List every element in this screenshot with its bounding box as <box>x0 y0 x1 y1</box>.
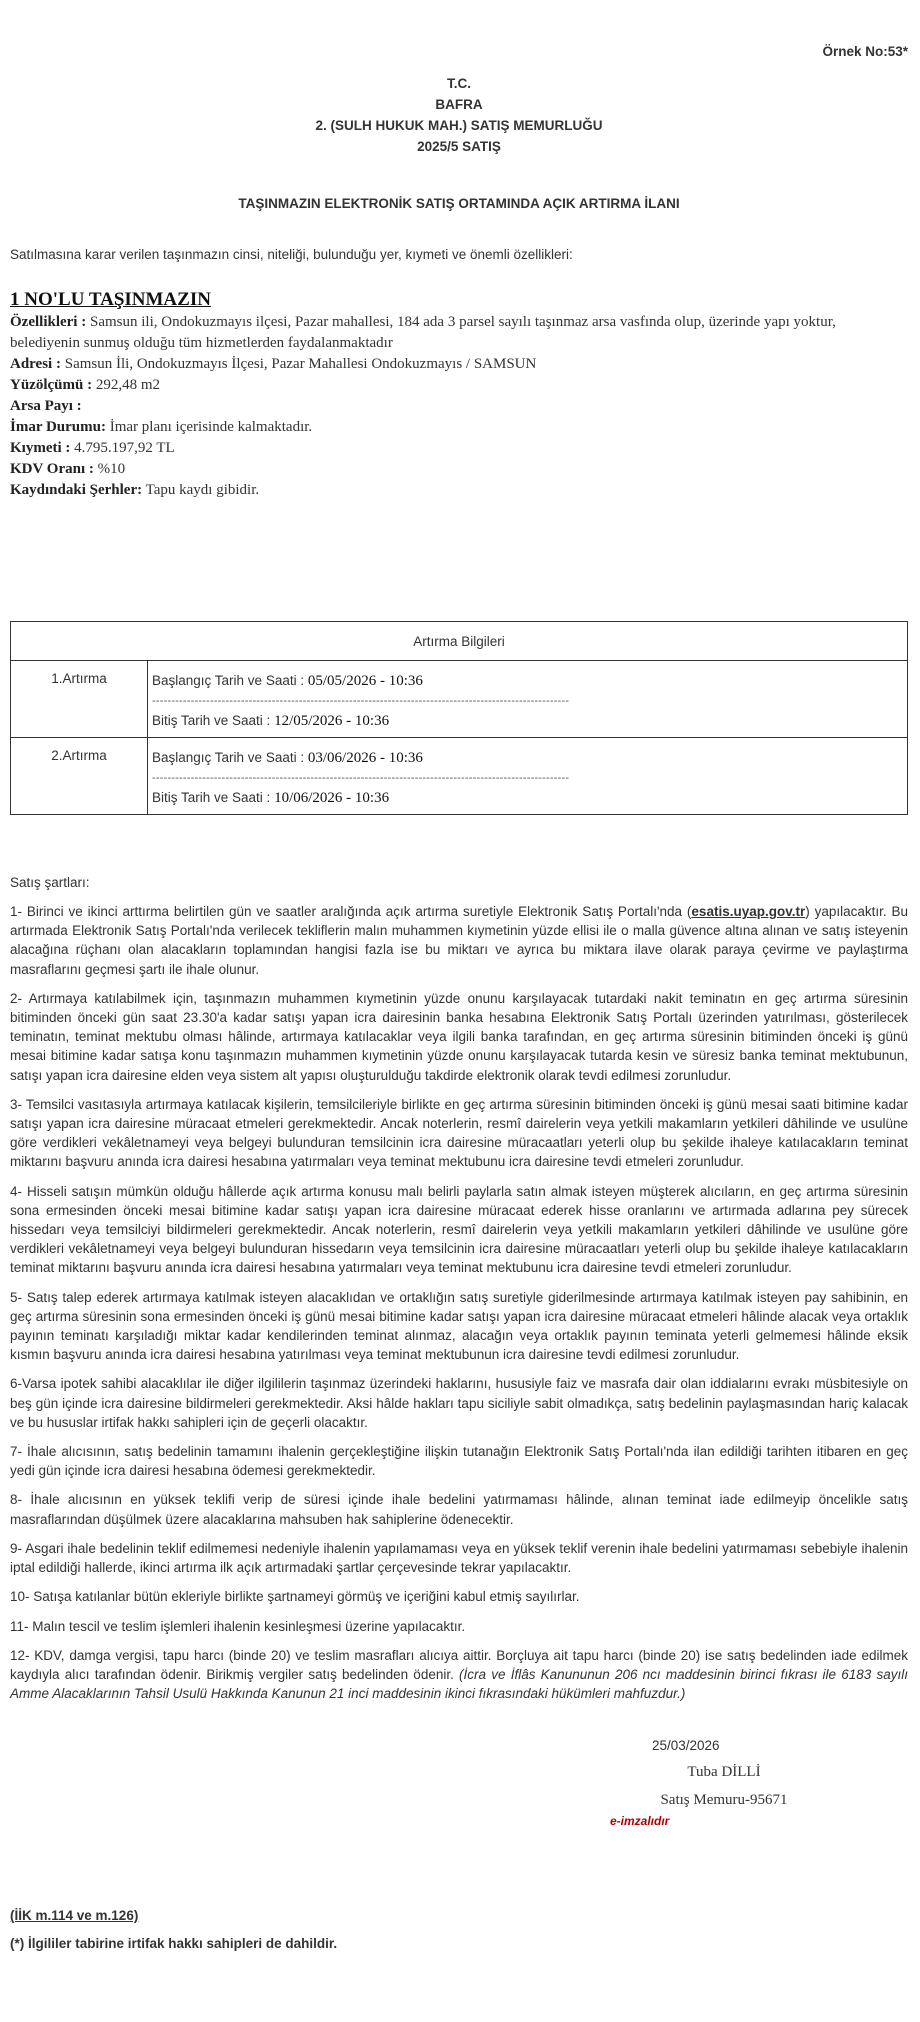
separator-line: ------------------------------------------------------------------------------------------------------------ <box>152 772 570 784</box>
law-reference: (İİK m.114 ve m.126) <box>10 1908 139 1923</box>
signer-name: Tuba DİLLİ <box>687 1764 761 1780</box>
property-zoning: İmar Durumu: İmar planı içerisinde kalmaktadır. <box>10 419 313 435</box>
property-value: Kıymeti : 4.795.197,92 TL <box>10 440 175 456</box>
terms-list <box>10 902 908 1713</box>
header-city: BAFRA <box>435 97 483 112</box>
auction-round-label: 1.Artırma <box>11 661 148 738</box>
term-12: 12- KDV, damga vergisi, tapu harcı (binde 20) ve teslim masrafları alıcıya aittir. Borçluya ait tapu harcı (binde 20) ise satış bedelinden iade edilmek kaydıyla alıcı tarafından ödenir. Birikmiş vergiler satış bedelinden ödenir. (İcra ve İflâs Kanununun 206 ncı maddesinin birinci fıkrası ile 6183 sayılı Amme Alacaklarının Tahsil Usulü Hakkında Kanunun 21 inci maddesinin ikinci fıkrasındaki hükümleri mahfuzdur.) <box>10 1647 908 1702</box>
signature-date: 25/03/2026 <box>652 1738 720 1753</box>
separator-line: ------------------------------------------------------------------------------------------------------------ <box>152 695 570 707</box>
auction-round-1 <box>11 661 908 738</box>
term-10: 10- Satışa katılanlar bütün ekleriyle birlikte şartnameyi görmüş ve içeriğini kabul etmiş sayılırlar. <box>10 1589 580 1605</box>
term-11: 11- Malın tescil ve teslim işlemleri ihalenin kesinleşmesi üzerine yapılacaktır. <box>10 1618 466 1634</box>
header-office: 2. (SULH HUKUK MAH.) SATIŞ MEMURLUĞU <box>315 118 603 133</box>
property-annotations: Kaydındaki Şerhler: Tapu kaydı gibidir. <box>10 482 260 498</box>
term-8: 8- İhale alıcısının en yüksek teklifi verip de süresi içinde ihale bedelini yatırmaması hâlinde, alınan teminat iade edilmeyip öncelikle satış masraflarından düşülmek üzere alacaklarına mahsuben hak sahiplerine ödenecektir. <box>10 1492 908 1527</box>
term-3: 3- Temsilci vasıtasıyla artırmaya katılacak kişilerin, temsilcileriyle birlikte en geç artırma süresinin bitiminden önceki iş günü mesai saati bitimine kadar satışı yapan icra dairesine müracaat etmeleri gerekmektedir. Ancak noterlerin, resmî dairelerin veya yetkili makamların yetkileri dâhilinde ve usulüne göre verdikleri vekâletnameyi veya belgeyi bulunduran temsilcinin icra dairesine müracaatları yeterli olup bu şekilde ihaleye katılacakların teminat miktarını başvuru anında icra dairesi hesabına yatırmaları veya teminat mektubunu icra dairesine tevdi etmeleri zorunludur. <box>10 1096 908 1170</box>
term-5: 5- Satış talep ederek artırmaya katılmak isteyen alacaklıdan ve ortaklığın satış suretiyle giderilmesinde artırmaya katılmak isteyen pay sahibinin, en geç artırma süresinin sona ermesinden önceki iş günü mesai bitimine kadar satışı yapan icra dairesine müracaat etmeleri hâlinde alacak veya ortaklık payının teminatı karşıladığı miktar kadar kendilerinden teminat alınmaz, alacağın veya ortaklık payının teminata yeterli gelmemesi hâlinde eksik kısmın başvuru anında icra dairesi hesabına yatırılması veya teminat mektubunun icra dairesine tevdi edilmesi zorunludur. <box>10 1289 908 1363</box>
property-title: 1 NO'LU TAŞINMAZIN <box>10 289 211 310</box>
auction-round-dates <box>148 738 908 815</box>
auction-round-2 <box>11 738 908 815</box>
term-2: 2- Artırmaya katılabilmek için, taşınmazın muhammen kıymetinin yüzde onunu karşılayacak tutardaki nakit teminatın en geç artırma süresinin bitiminden önceki gün saat 23.30'a kadar satışı yapan icra dairesinin banka hesabına Elektronik Satış Portalı üzerinden yatırılması, gösterilecek teminatın, teminat mektubu olması hâlinde, artırmaya katılacaklar veya ilgili banka tarafından, en geç artırma süresinin bitiminden önceki iş günü mesai bitimine kadar satışa konu taşınmazın muhammen kıymetinin yüzde onunu karşılayacak tutarda kesin ve süresiz banka teminat mektubunun, satışı yapan icra dairesine elden veya sistem alt yapısı oluşturulduğu takdirde elektronik olarak tevdi edilmesi zorunludur. <box>10 990 908 1083</box>
footnote: (*) İlgililer tabirine irtifak hakkı sahipleri de dahildir. <box>10 1936 338 1951</box>
header-file-no: 2025/5 SATIŞ <box>417 139 501 154</box>
auction-table <box>10 621 908 815</box>
document-title: TAŞINMAZIN ELEKTRONİK SATIŞ ORTAMINDA AÇIK ARTIRMA İLANI <box>238 196 680 211</box>
terms-label: Satış şartları: <box>10 875 90 890</box>
auction-end: Bitiş Tarih ve Saati : 10/06/2026 - 10:36 <box>152 790 390 806</box>
e-signature-note: e-imzalıdır <box>610 1814 670 1828</box>
property-address: Adresi : Samsun İli, Ondokuzmayıs İlçesi, Pazar Mahallesi Ondokuzmayıs / SAMSUN <box>10 356 537 372</box>
auction-end: Bitiş Tarih ve Saati : 12/05/2026 - 10:36 <box>152 713 390 729</box>
property-details <box>10 288 908 501</box>
term-4: 4- Hisseli satışın mümkün olduğu hâllerde açık artırma konusu malı belirli paylarla satın almak isteyen müşterek alıcıların, en geç artırma süresinin sona ermesinden önceki mesai bitimine kadar satışı yapan icra dairesine müracaat ederek hisse oranlarını ve artırmada adlarına pey sürecek hissedarı veya temsilciyi bildirmeleri gerekmektedir. Ancak noterlerin, resmî dairelerin veya yetkili makamların yetkileri dâhilinde ve usulüne göre verdikleri vekâletnameyi veya belgeyi bulunduran hissedarın veya temsilcinin icra dairesine müracaatları yeterli olup bu şekilde ihaleye katılacakların teminat miktarını başvuru anında icra dairesi hesabına yatırmaları veya teminat mektubunu icra dairesine tevdi etmeleri zorunludur. <box>10 1183 908 1276</box>
property-area: Yüzölçümü : 292,48 m2 <box>10 377 161 393</box>
property-features: Özellikleri : Samsun ili, Ondokuzmayıs ilçesi, Pazar mahallesi, 184 ada 3 parsel sayılı taşınmaz arsa vasfında olup, üzerinde yapı yoktur, belediyenin sunmuş olduğu tüm hizmetlerden faydalanmaktadır <box>10 314 836 351</box>
esatis-link[interactable]: esatis.uyap.gov.tr <box>691 904 806 919</box>
auction-table-header: Artırma Bilgileri <box>11 622 908 661</box>
term-7: 7- İhale alıcısının, satış bedelinin tamamını ihalenin gerçekleştiğine ilişkin tutanağın Elektronik Satış Portalı'nda ilan edildiği tarihten itibaren en geç yedi gün içinde icra dairesi hesabına ödemesi gerekmektedir. <box>10 1444 908 1479</box>
auction-round-label: 2.Artırma <box>11 738 148 815</box>
term-1: 1- Birinci ve ikinci arttırma belirtilen gün ve saatler aralığında açık artırma suretiyle Elektronik Satış Portalı'nda (esatis.uyap.gov.tr) yapılacaktır. Bu artırmada Elektronik Satış Portalı'nda verilecek tekliflerin malın muhammen kıymetinin yüzde ellisi ile o malla güvence altına alınan ve satış isteyenin alacağına rüçhanı olan alacakların toplamından hangisi fazla ise bu miktarı ve ayrıca bu miktara ilave olarak paraya çevirme ve paylaştırma masraflarını geçmesi şartı ile ihale olunur. <box>10 904 908 977</box>
term-6: 6-Varsa ipotek sahibi alacaklılar ile diğer ilgililerin taşınmaz üzerindeki haklarını, hususiyle faiz ve masrafa dair olan iddialarını evrakı müsbitesiyle on beş gün içinde icra dairesine bildirmeleri gerekmektedir. Aksi hâlde hakları tapu siciliyle sabit olmadıkça, satış bedelinin paylaşmasından hariç kalacak ve bu hususlar irtifak hakkı sahipleri için de geçerli olacaktır. <box>10 1376 908 1430</box>
auction-round-dates <box>148 661 908 738</box>
sample-number: Örnek No:53* <box>822 44 908 59</box>
intro-text: Satılmasına karar verilen taşınmazın cinsi, niteliği, bulunduğu yer, kıymeti ve önemli özellikleri: <box>10 247 573 262</box>
term-9: 9- Asgari ihale bedelinin teklif edilmemesi nedeniyle ihalenin yapılamaması veya en yüksek teklif verenin ihale bedelini yatırmaması sebebiyle ihalenin iptal edildiği hallerde, ikinci artırma ilk açık artırmadaki şartlar çerçevesinde tekrar yapılacaktır. <box>10 1540 908 1576</box>
property-share: Arsa Payı : <box>10 398 82 414</box>
auction-start: Başlangıç Tarih ve Saati : 05/05/2026 - 10:36 <box>152 673 423 689</box>
header-tc: T.C. <box>446 76 471 91</box>
auction-start: Başlangıç Tarih ve Saati : 03/06/2026 - 10:36 <box>152 750 423 766</box>
property-kdv: KDV Oranı : %10 <box>10 461 126 477</box>
signer-title: Satış Memuru-95671 <box>660 1792 788 1808</box>
